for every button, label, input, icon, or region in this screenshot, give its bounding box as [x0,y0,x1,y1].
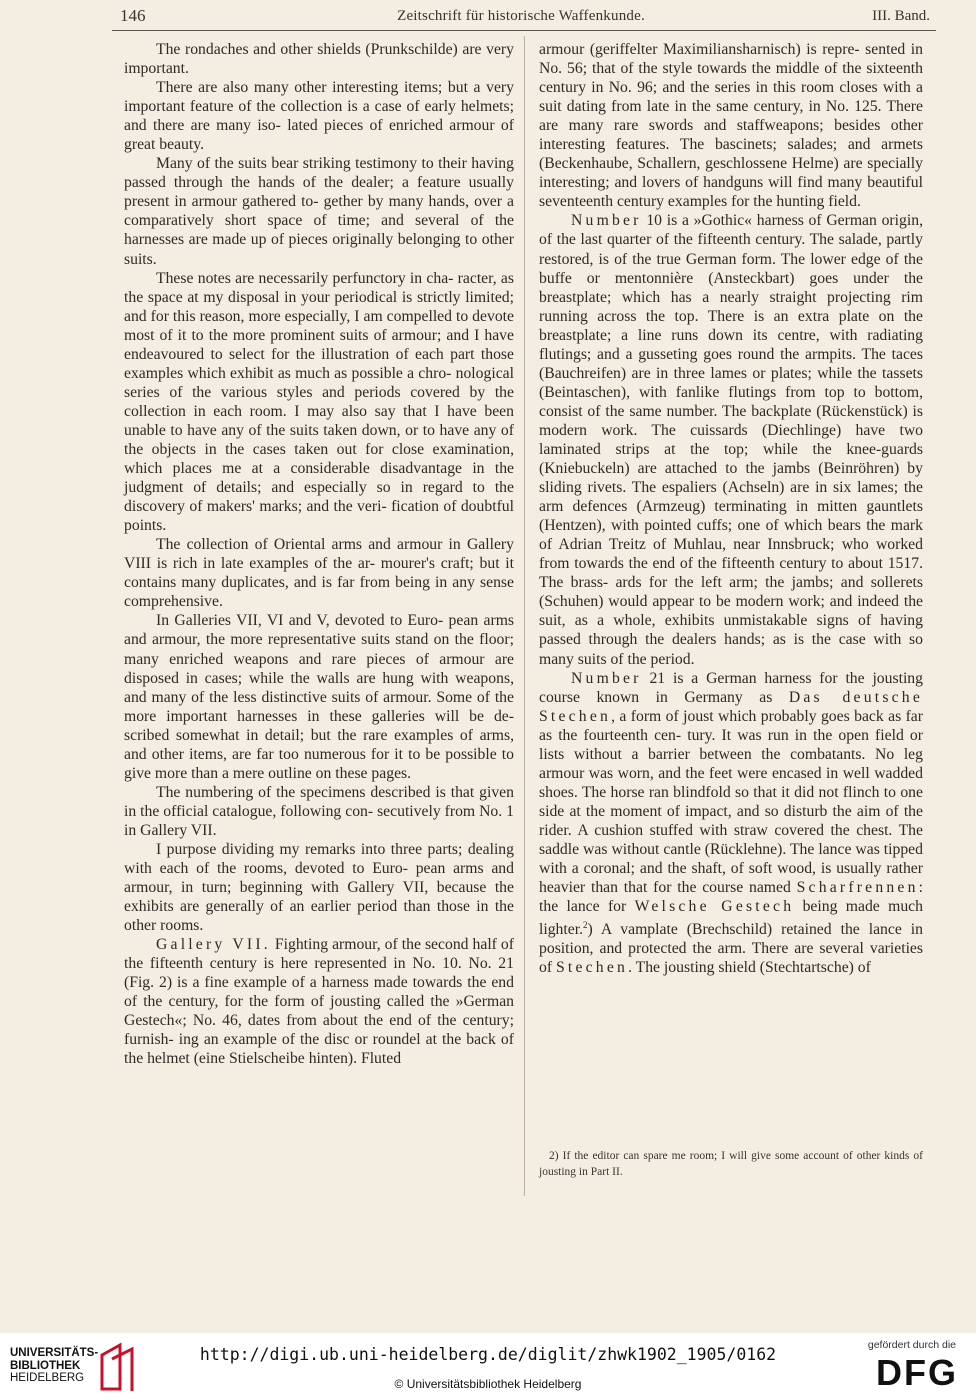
paragraph: There are also many other interesting items; but a very important feature of the collection is a case of early helmets; and there are many iso- lated pieces of enriched armour of great beauty. [124,79,514,154]
dfg-logo: DFG [876,1352,958,1393]
paragraph: Many of the suits bear striking testimony to their having passed through the hands of the dealer; a feature usually present in armour gathered to- gether by many hands, over a comparatively short space of time; and several of the harnesses are made up of pieces originally belonging to other suits. [124,155,514,268]
paragraph-text: . The jousting shield (Stechtartsche) of [628,959,871,977]
paragraph: The rondaches and other shields (Prunkschilde) are very important. [124,41,514,78]
spaced-term: Welsche Gestech [634,898,795,916]
paragraph-text: 10 is a »Gothic« harness of German origin, of the last quarter of the fifteenth century. The salade, partly restored, is of the true German form. The lower edge of the buffe or mentonnière (Ansteckbart) goes under the breastplate; which has a nearly straight projecting rim running across the top. There is an extra plate on the breastplate; a line runs down its centre, with radiating flutings; and a gusseting goes round the armpits. The taces (Bauchreifen) are in three lames or plates; while the tassets (Beintaschen), with fanlike flutings from top to bottom, consist of the same number. The backplate (Rückenstück) is modern work. The cuissards (Diechlinge) have two laminated strips at the top; while the knee-guards (Kniebuckeln) are attached to the jambs (Beinröhren) by sliding rivets. The espaliers (Achseln) are in six lames; the arm defences (Armzeug) terminating in mitten gauntlets (Hentzen), with pointed cuffs; one of which bears the mark of Adrian Treitz of Muhlau, near Innsbruck; who worked from towards the end of the fifteenth century to about 1517. The brass- ards for the left arm; the jambs; and sollerets (Schuhen) would appear to be modern work; and indeed the suit, as a whole, exhibits unmistakable signs of having passed through the dealers hands; as is the case with so many suits of the period. [539,212,923,668]
library-line: UNIVERSITÄTS- [10,1347,99,1359]
paragraph: These notes are necessarily perfunctory in cha- racter, as the space at my disposal in your periodical is strictly limited; and for this reason, more especially, I am compelled to devote most of it to the more prominent suits of armour; and I have endeavoured to select for the illustration of each part those examples which exhibit as much as possible a chro- nological series of the various styles and periods covered by the collection in each room. I may also say that I have been unable to have any of the suits taken down, or to have any of the objects in the cases taken out for close examination, which places me at a considerable disadvantage in the judgment of details; and especially so in regard to the discovery of makers' marks; and the veri- fication of doubtful points. [124,269,514,535]
paragraph: The collection of Oriental arms and armour in Gallery VIII is rich in late examples of the ar- mourer's craft; but it contains many duplicates, and is far from being in any sense comprehensive. [124,536,514,611]
column-divider [524,36,525,1196]
library-line: HEIDELBERG [10,1372,85,1384]
paragraph: The numbering of the specimens described is that given in the official catalogue, following con- secutively from No. 1 in Gallery VII. [124,783,514,839]
journal-title: Zeitschrift für historische Waffenkunde. [397,8,645,24]
paragraph: I purpose dividing my remarks into three parts; dealing with each of the rooms, devoted to Euro- pean arms and armour, in turn; beginning with Gallery VII, because the exhibits are generally of an earlier period than those in the other rooms. [124,840,514,935]
paragraph: In Galleries VII, VI and V, devoted to Euro- pean arms and armour, the more representative suits stand on the floor; many enriched weapons and rare pieces of armour are disposed in cases; while the walls are hung with weapons, and many of the less distinctive suits of armour. Some of the more important harnesses in these galleries will be de- scribed somewhat in detail; but the rare examples of arms, and other items, are far too numerous for it to be possible to give more than a mere outline on these pages. [124,612,514,782]
right-column [539,40,923,978]
paragraph-text: Fighting armour, of the second half of the fifteenth century is here represented in No. 10. No. 21 (Fig. 2) is a fine example of a harness made towards the end of the century, for the form of jousting called the »German Gestech«; No. 46, dates from about the end of the century; furnish- ing an example of the disc or roundel at the back of the helmet (eine Stielscheibe hinten). Fluted [124,936,514,1068]
volume-label: III. Band. [872,8,930,24]
permalink-url[interactable]: http://digi.ub.uni-heidelberg.de/diglit/zhwk1902_1905/0162 [199,1345,777,1364]
paragraph-text: , a form of joust which probably goes back as far as the fourteenth cen- tury. It was run in the open field or lists without a barrier between the combatants. No leg armour was worn, and the feet were encased in well wadded shoes. The horse ran blindfold so that it did not flinch to one side at the moment of impact, and so disturb the aim of the rider. A cushion stuffed with straw covered the chest. The saddle was without cantle (Rücklehne). The lance was tipped with a coronal; and the shaft, of soft wood, is usually rather heavier than that for the course named [539,707,923,897]
footnote-text: 2) If the editor can spare me room; I will give some account of other kinds of jousting in Part II. [539,1150,923,1178]
footnote-ref: 2 [583,920,588,931]
paragraph [124,935,514,1068]
spaced-term: Das deutsche Stechen [539,688,923,725]
spaced-heading: Number [571,669,642,687]
paragraph [539,669,923,978]
header-rule [112,30,936,31]
spaced-heading: Gallery VII. [156,936,271,954]
left-column [124,40,514,1069]
spaced-term: Scharfrennen [796,879,919,897]
funding-caption: gefördert durch die [867,1339,956,1351]
viewer-footer [0,1333,976,1400]
paragraph-text: : the lance for [539,879,923,916]
spaced-heading: Number [571,212,642,230]
page-number: 146 [120,6,146,25]
running-header [112,6,930,30]
paragraph-text: being made much lighter. [539,898,923,939]
spaced-term: Stechen [556,959,629,977]
paragraph: armour (geriffelter Maximiliansharnisch) is repre- sented in No. 56; that of the style towards the middle of the sixteenth century in No. 96; and the series in this room closes with a suit dating from late in the same century, in No. 125. There are many rare swords and staffweapons; besides other interesting features. The bascinets; salades; and armets (Beckenhaube, Schallern, geschlossene Helme) are specially interesting; and lovers of handguns will find many beautiful seventeenth century examples for the hunting field. [539,41,923,211]
paragraph-text: 21 is a German harness for the jousting course known in Germany as [539,669,923,706]
library-line: BIBLIOTHEK [10,1359,81,1372]
footnote [539,1148,923,1180]
paragraph [539,211,923,668]
copyright-notice: © Universitätsbibliothek Heidelberg [394,1377,582,1391]
paragraph-text: ) A vamplate (Brechschild) retained the lance in position, and protected the arm. There are several varieties of [539,921,923,977]
